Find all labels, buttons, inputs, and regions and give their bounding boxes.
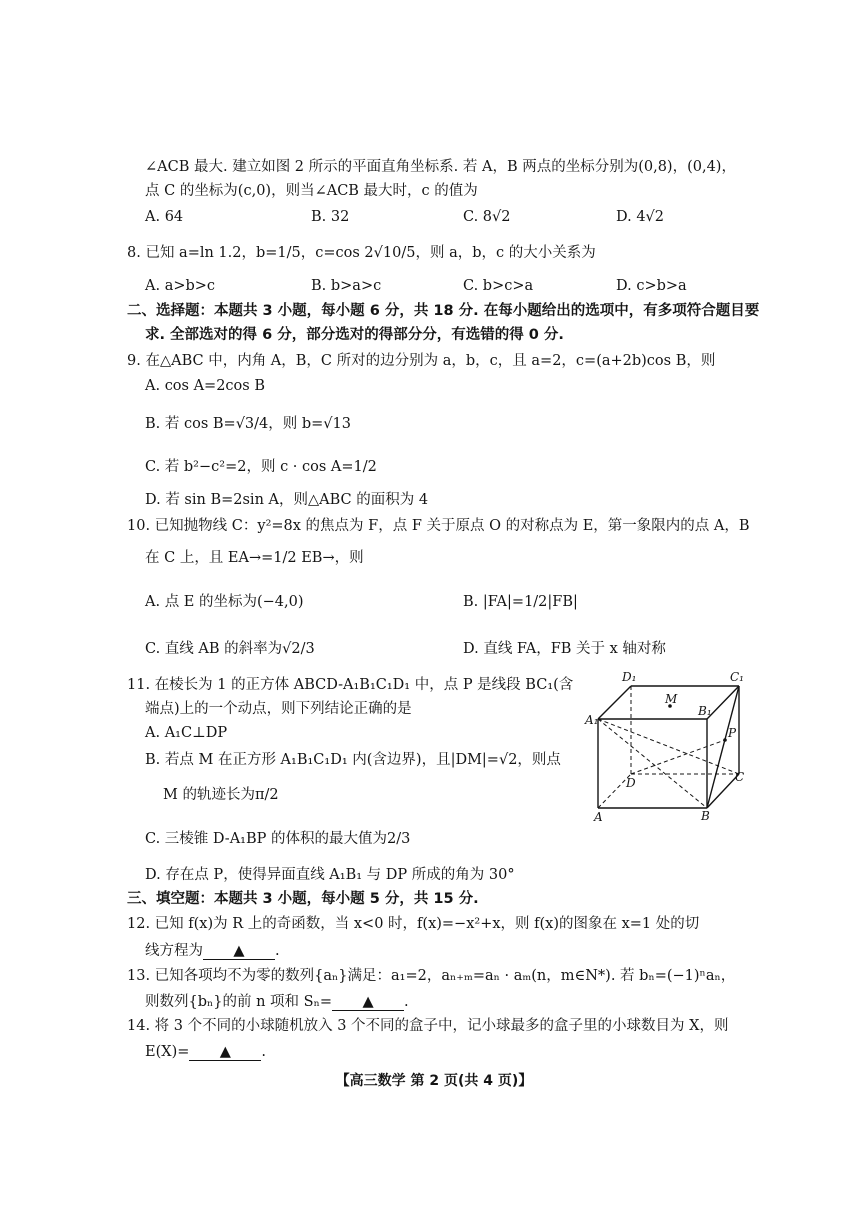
q12-line-2 [145,942,280,960]
q9-stem: 9. 在△ABC 中，内角 A，B，C 所对的边分别为 a，b，c，且 a=2，c=(a+2b)cos B，则 [127,353,716,369]
q13-line-2-suffix: . [404,994,409,1010]
label-p: P [728,726,737,740]
q11-option-d: D. 存在点 P，使得异面直线 A₁B₁ 与 DP 所成的角为 30° [145,867,515,883]
segment-a1-b-hidden [598,719,707,808]
q12-answer-blank: ▲ [203,943,275,960]
label-m: M [665,692,678,706]
cube-figure [580,668,752,826]
q11-line-1: 11. 在棱长为 1 的正方体 ABCD-A₁B₁C₁D₁ 中，点 P 是线段 BC₁(含 [127,677,574,693]
segment-b-c1 [707,686,739,808]
section-3-heading: 三、填空题：本题共 3 小题，每小题 5 分，共 15 分. [127,891,479,907]
segment-d-p-hidden [631,740,725,774]
q13-line-1: 13. 已知各项均不为零的数列{aₙ}满足：a₁=2，aₙ₊ₘ=aₙ · aₘ(n，m∈N*). 若 bₙ=(−1)ⁿaₙ， [127,968,736,984]
q14-answer-blank: ▲ [189,1044,261,1061]
label-c: C [735,770,745,784]
label-d1: D₁ [622,670,637,684]
q8-stem: 8. 已知 a=ln 1.2，b=1/5，c=cos 2√10/5，则 a，b，c 的大小关系为 [127,245,596,261]
label-a: A [594,810,603,824]
q10-option-d: D. 直线 FA，FB 关于 x 轴对称 [463,641,666,657]
segment-a1-c-hidden [598,719,739,774]
q8-option-d: D. c>b>a [616,278,687,294]
q14-line-2-suffix: . [261,1044,266,1060]
q13-answer-blank: ▲ [332,994,404,1011]
label-b: B [701,809,710,823]
q7-option-b: B. 32 [311,209,350,225]
q7-option-d: D. 4√2 [616,209,665,225]
q11-option-b-line-1: B. 若点 M 在正方形 A₁B₁C₁D₁ 内(含边界)，且|DM|=√2，则点 [145,752,561,768]
q13-line-2-prefix: 则数列{bₙ}的前 n 项和 Sₙ= [145,994,333,1010]
section-2-heading-line-2: 求. 全部选对的得 6 分，部分选对的得部分分，有选错的得 0 分. [145,327,564,343]
q7-option-a: A. 64 [145,209,184,225]
q10-line-1: 10. 已知抛物线 C：y²=8x 的焦点为 F，点 F 关于原点 O 的对称点为 E，第一象限内的点 A，B [127,518,750,534]
q13-line-2 [145,993,409,1011]
q12-line-1: 12. 已知 f(x)为 R 上的奇函数，当 x<0 时，f(x)=−x²+x，则 f(x)的图象在 x=1 处的切 [127,916,700,932]
q14-line-1: 14. 将 3 个不同的小球随机放入 3 个不同的盒子中，记小球最多的盒子里的小球数目为 X，则 [127,1018,729,1034]
q7-line-2: 点 C 的坐标为(c,0)，则当∠ACB 最大时，c 的值为 [145,183,478,199]
q9-option-d: D. 若 sin B=2sin A，则△ABC 的面积为 4 [145,492,429,508]
q11-line-2: 端点)上的一个动点，则下列结论正确的是 [145,701,412,717]
edge-d1-a1 [598,686,631,719]
q11-option-c: C. 三棱锥 D-A₁BP 的体积的最大值为2/3 [145,831,411,847]
q9-option-a: A. cos A=2cos B [145,378,265,394]
q11-option-a: A. A₁C⊥DP [145,725,228,741]
q8-option-c: C. b>c>a [463,278,534,294]
label-b1: B₁ [698,704,712,718]
q7-option-c: C. 8√2 [463,209,511,225]
q10-option-b: B. |FA|=1/2|FB| [463,594,578,610]
q10-line-2: 在 C 上，且 EA→=1/2 EB→，则 [145,550,364,566]
section-2-heading-line-1: 二、选择题：本题共 3 小题，每小题 6 分，共 18 分. 在每小题给出的选项中，有多项符合题目要 [127,303,760,319]
q10-option-a: A. 点 E 的坐标为(−4,0) [145,594,304,610]
q12-line-2-suffix: . [275,943,280,959]
q14-line-2 [145,1043,266,1061]
label-c1: C₁ [730,670,744,684]
q9-option-c: C. 若 b²−c²=2，则 c · cos A=1/2 [145,459,377,475]
q12-line-2-prefix: 线方程为 [145,943,203,959]
q14-line-2-prefix: E(X)= [145,1044,190,1060]
page-footer: 【高三数学 第 2 页(共 4 页)】 [335,1073,533,1089]
q10-option-c: C. 直线 AB 的斜率为√2/3 [145,641,315,657]
point-p [723,738,727,742]
q8-option-b: B. b>a>c [311,278,382,294]
q7-line-1: ∠ACB 最大. 建立如图 2 所示的平面直角坐标系. 若 A，B 两点的坐标分别为(0,8)，(0,4)， [145,159,736,175]
label-a1: A₁ [585,713,599,727]
q8-option-a: A. a>b>c [145,278,216,294]
q11-option-b-line-2: M 的轨迹长为π/2 [163,787,279,803]
label-d: D [626,776,636,790]
q9-option-b: B. 若 cos B=√3/4，则 b=√13 [145,416,351,432]
